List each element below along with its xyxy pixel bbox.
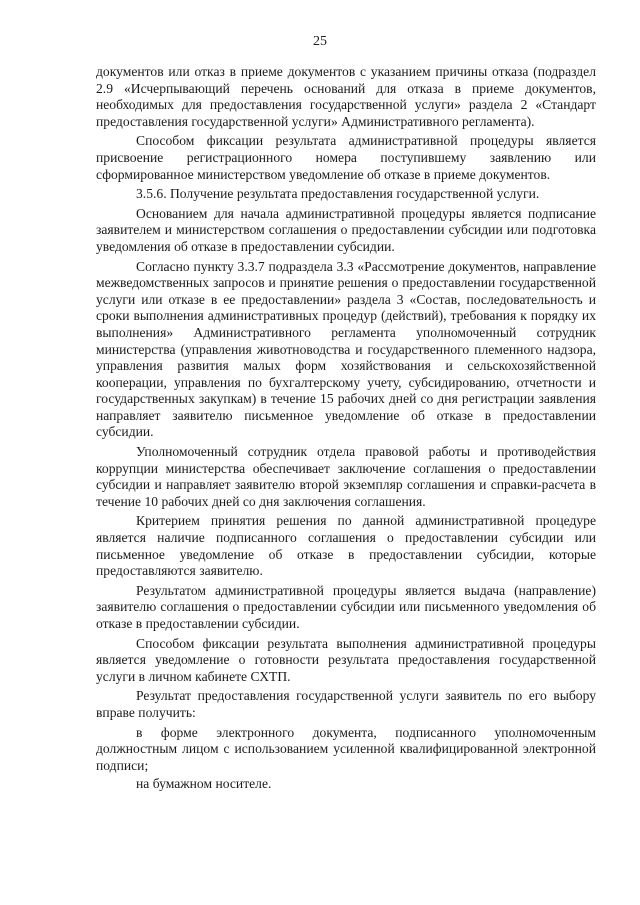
paragraph: Способом фиксации результата выполнения административной процедуры является уведомление о готовности результата предоставления государственной услуги в личном кабинете СХТП. [96,635,596,684]
paragraph: Критерием принятия решения по данной административной процедуре является наличие подписанного соглашения о предоставлении субсидии или письменное уведомление об отказе в предоставлении субсидии, которые предоставляются заявителю. [96,513,596,579]
list-item: в форме электронного документа, подписанного уполномоченным должностным лицом с использованием усиленной квалифицированной электронной подписи; [96,724,596,773]
paragraph: Результат предоставления государственной услуги заявитель по его выбору вправе получить: [96,688,596,720]
section-heading: 3.5.6. Получение результата предоставления государственной услуги. [136,186,540,202]
page-number: 25 [313,34,327,49]
paragraph: Согласно пункту 3.3.7 подраздела 3.3 «Рассмотрение документов, направление межведомственных запросов и принятие решения о предоставлении государственной услуги или отказе в ее предоставлении» раздела 3 «Состав, последовательность и сроки выполнения административных процедур (действий), требования к порядку их выполнения» Административного регламента уполномоченный сотрудник министерства (управления животноводства и государственного племенного надзора, управления развития малых форм хозяйствования и сельскохозяйственной кооперации, управления по бухгалтерскому учету, субсидированию, отчетности и государственных закупкам) в течение 15 рабочих дней со дня регистрации заявления направляет заявителю письменное уведомление об отказе в предоставлении субсидии. [96,258,596,440]
paragraph: Результатом административной процедуры является выдача (направление) заявителю соглашения о предоставлении субсидии или письменного уведомления об отказе в предоставлении субсидии. [96,582,596,631]
document-body [96,64,596,795]
paragraph: Основанием для начала административной процедуры является подписание заявителем и министерством соглашения о предоставлении субсидии или подготовка уведомления об отказе в предоставлении субсидии. [96,205,596,254]
paragraph: Способом фиксации результата административной процедуры является присвоение регистрационного номера поступившему заявлению или сформированное министерством уведомление об отказе в приеме документов. [96,133,596,182]
paragraph: Уполномоченный сотрудник отдела правовой работы и противодействия коррупции министерства обеспечивает заключение соглашения о предоставлении субсидии и направляет заявителю второй экземпляр соглашения и справки-расчета в течение 10 рабочих дней со дня заключения соглашения. [96,444,596,509]
paragraph-continuation: документов или отказ в приеме документов с указанием причины отказа (подраздел 2.9 «Исчерпывающий перечень оснований для отказа в приеме документов, необходимых для предоставления государственной услуги» раздела 2 «Стандарт предоставления государственной услуги» Административного регламента). [96,64,596,129]
list-item: на бумажном носителе. [136,776,272,792]
